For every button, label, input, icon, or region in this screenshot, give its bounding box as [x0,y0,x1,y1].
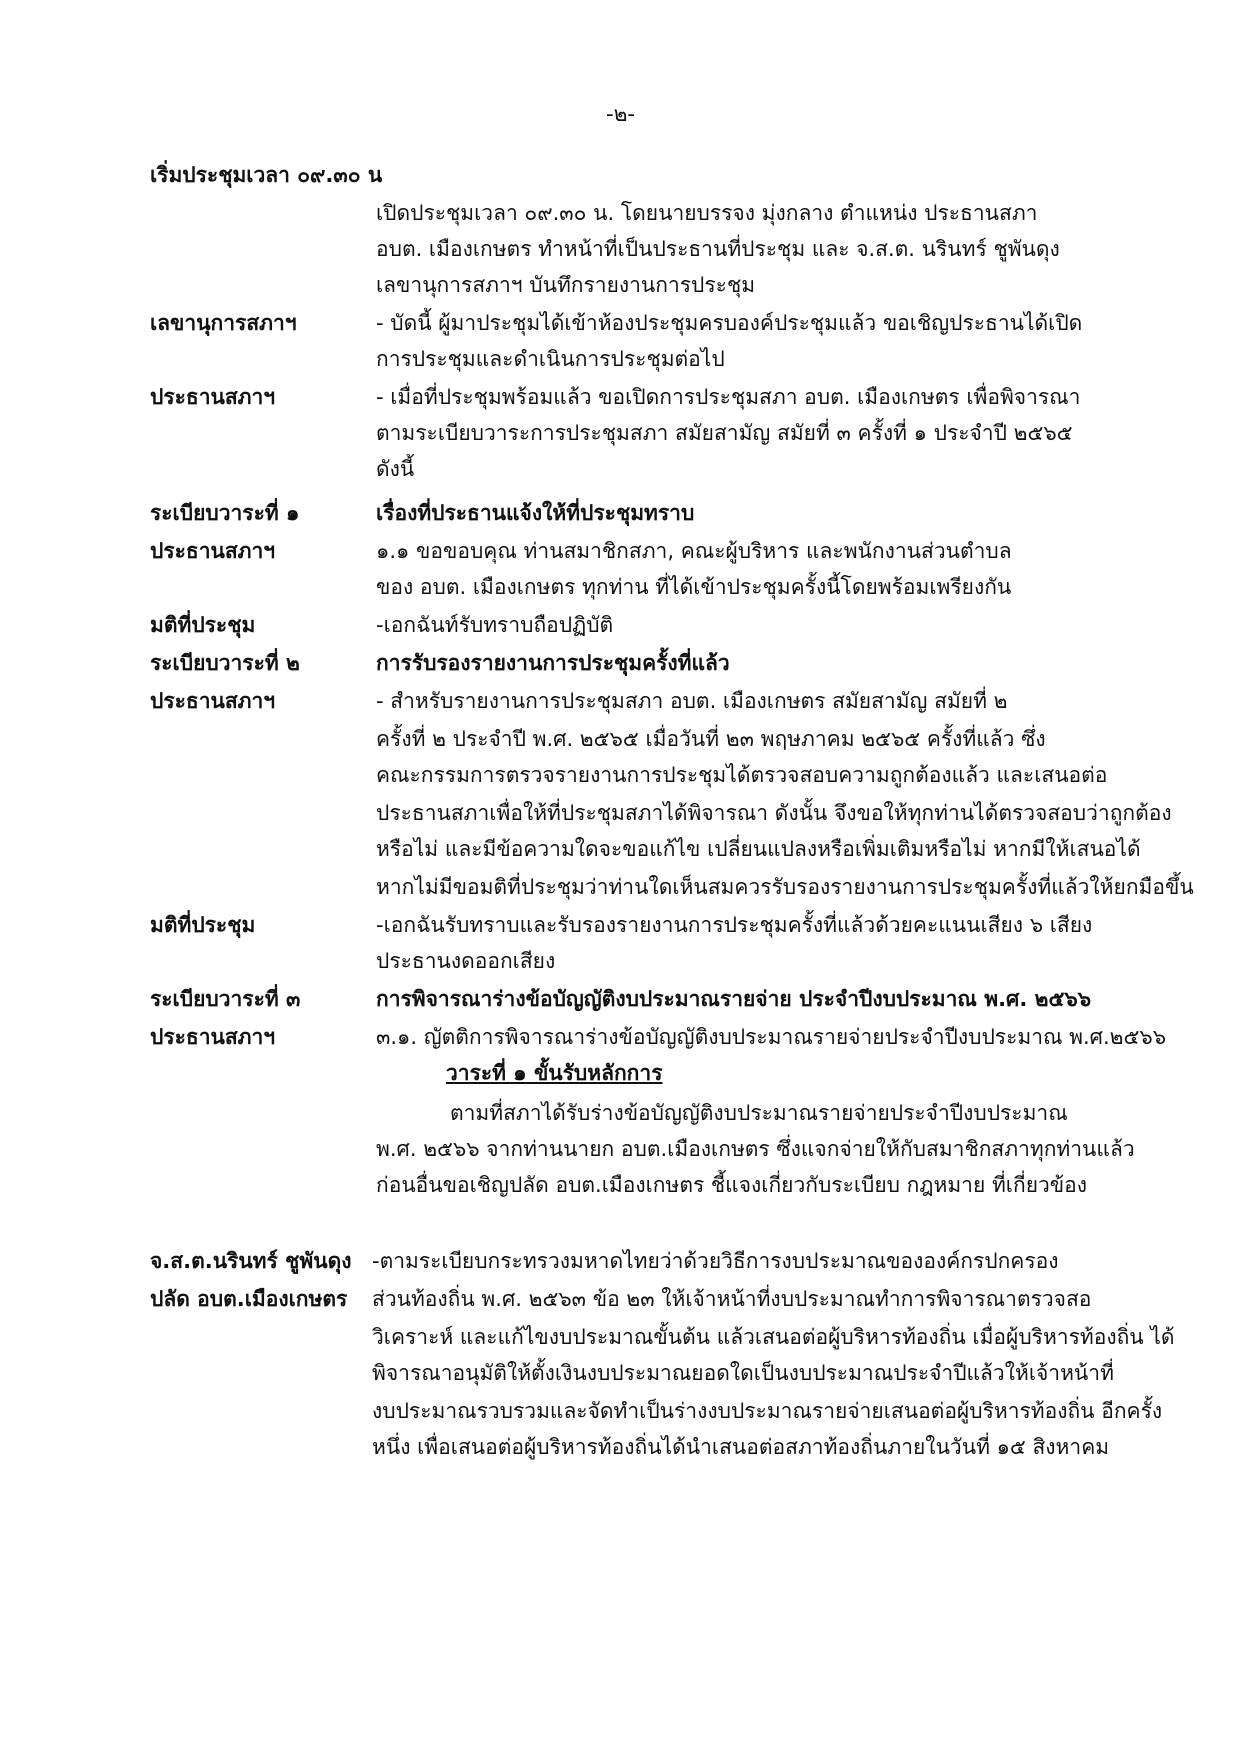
page-number: -๒- [606,102,635,126]
agenda-2-resolution-line: -เอกฉันรับทราบและรับรองรายงานการประชุมครั้งที่แล้วด้วยคะแนนเสียง ๖ เสียง [376,913,1093,937]
agenda-3-reading-heading: วาระที่ ๑ ขั้นรับหลักการ [446,1061,663,1085]
opening-line: อบต. เมืองเกษตร ทำหน้าที่เป็นประธานที่ประชุม และ จ.ส.ต. นรินทร์ ชูพันดุง [376,237,1060,261]
speaker-label-secretary: เลขานุการสภาฯ [150,311,297,335]
agenda-2-resolution-line: ประธานงดออกเสียง [376,949,556,973]
resolution-label: มติที่ประชุม [150,613,256,637]
opening-line: เปิดประชุมเวลา ๐๙.๓๐ น. โดยนายบรรจง มุ่งกลาง ตำแหน่ง ประธานสภา [376,201,1038,225]
agenda-2-label: ระเบียบวาระที่ ๒ [150,651,300,675]
clerk-statement-line: -ตามระเบียบกระทรวงมหาดไทยว่าด้วยวิธีการงบประมาณขององค์กรปกครอง [372,1249,1059,1273]
agenda-3-reading-line: ตามที่สภาได้รับร่างข้อบัญญัติงบประมาณรายจ่ายประจำปีงบประมาณ [450,1101,1068,1125]
agenda-3-title: การพิจารณาร่างข้อบัญญัติงบประมาณรายจ่าย ประจำปีงบประมาณ พ.ศ. ๒๕๖๖ [376,987,1092,1011]
chair-statement-line: ตามระเบียบวาระการประชุมสภา สมัยสามัญ สมัยที่ ๓ ครั้งที่ ๑ ประจำปี ๒๕๖๕ [376,421,1073,445]
secretary-statement-line: การประชุมและดำเนินการประชุมต่อไป [376,347,725,371]
agenda-3-label: ระเบียบวาระที่ ๓ [150,987,301,1011]
agenda-2-chair-line: หรือไม่ และมีข้อความใดจะขอแก้ไข เปลี่ยนแปลงหรือเพิ่มเติมหรือไม่ หากมีให้เสนอได้ [376,837,1141,861]
agenda-1-chair-line: ๑.๑ ขอขอบคุณ ท่านสมาชิกสภา, คณะผู้บริหาร และพนักงานส่วนตำบล [376,539,1012,563]
opening-line: เลขานุการสภาฯ บันทึกรายงานการประชุม [376,273,756,297]
agenda-2-title: การรับรองรายงานการประชุมครั้งที่แล้ว [376,651,730,675]
agenda-1-resolution: -เอกฉันท์รับทราบถือปฏิบัติ [376,613,614,637]
clerk-statement-line: ส่วนท้องถิ่น พ.ศ. ๒๕๖๓ ข้อ ๒๓ ให้เจ้าหน้าที่งบประมาณทำการพิจารณาตรวจสอ [372,1287,1092,1311]
speaker-label-chair: ประธานสภาฯ [150,689,276,713]
agenda-1-title: เรื่องที่ประธานแจ้งให้ที่ประชุมทราบ [376,501,695,525]
secretary-statement-line: - บัดนี้ ผู้มาประชุมได้เข้าห้องประชุมครบองค์ประชุมแล้ว ขอเชิญประธานได้เปิด [376,311,1083,335]
agenda-2-chair-line: หากไม่มีขอมติที่ประชุมว่าท่านใดเห็นสมควรรับรองรายงานการประชุมครั้งที่แล้วให้ยกมือขึ้น [376,875,1194,899]
clerk-statement-line: หนึ่ง เพื่อเสนอต่อผู้บริหารท้องถิ่นได้นำเสนอต่อสภาท้องถิ่นภายในวันที่ ๑๕ สิงหาคม [372,1435,1110,1459]
resolution-label: มติที่ประชุม [150,913,256,937]
speaker-label-chair: ประธานสภาฯ [150,1025,276,1049]
agenda-3-reading-line: ก่อนอื่นขอเชิญปลัด อบต.เมืองเกษตร ชี้แจงเกี่ยวกับระเบียบ กฎหมาย ที่เกี่ยวข้อง [376,1173,1088,1197]
speaker-label-chair: ประธานสภาฯ [150,539,276,563]
speaker-label-chair: ประธานสภาฯ [150,385,276,409]
agenda-2-chair-line: ประธานสภาเพื่อให้ที่ประชุมสภาได้พิจารณา ดังนั้น จึงขอให้ทุกท่านได้ตรวจสอบว่าถูกต้อง [376,801,1172,825]
agenda-3-motion: ๓.๑. ญัตติการพิจารณาร่างข้อบัญญัติงบประมาณรายจ่ายประจำปีงบประมาณ พ.ศ.๒๕๖๖ [376,1025,1167,1049]
agenda-1-label: ระเบียบวาระที่ ๑ [150,501,300,525]
clerk-statement-line: พิจารณาอนุมัติให้ตั้งเงินงบประมาณยอดใดเป็นงบประมาณประจำปีแล้วให้เจ้าหน้าที่ [372,1361,1114,1385]
speaker-name-clerk: จ.ส.ต.นรินทร์ ชูพันดุง [150,1249,352,1273]
clerk-statement-line: งบประมาณรวบรวมและจัดทำเป็นร่างงบประมาณรายจ่ายเสนอต่อผู้บริหารท้องถิ่น อีกครั้ง [372,1399,1163,1423]
agenda-3-reading-line: พ.ศ. ๒๕๖๖ จากท่านนายก อบต.เมืองเกษตร ซึ่งแจกจ่ายให้กับสมาชิกสภาทุกท่านแล้ว [376,1137,1135,1161]
meeting-start-time: เริ่มประชุมเวลา ๐๙.๓๐ น [150,163,383,187]
agenda-2-chair-line: - สำหรับรายงานการประชุมสภา อบต. เมืองเกษตร สมัยสามัญ สมัยที่ ๒ [376,689,1008,713]
agenda-2-chair-line: คณะกรรมการตรวจรายงานการประชุมได้ตรวจสอบความถูกต้องแล้ว และเสนอต่อ [376,763,1108,787]
clerk-statement-line: วิเคราะห์ และแก้ไขงบประมาณขั้นต้น แล้วเสนอต่อผู้บริหารท้องถิ่น เมื่อผู้บริหารท้องถิ่น ได้ [372,1325,1175,1349]
agenda-2-chair-line: ครั้งที่ ๒ ประจำปี พ.ศ. ๒๕๖๕ เมื่อวันที่ ๒๓ พฤษภาคม ๒๕๖๕ ครั้งที่แล้ว ซึ่ง [376,727,1046,751]
chair-statement-line: - เมื่อที่ประชุมพร้อมแล้ว ขอเปิดการประชุมสภา อบต. เมืองเกษตร เพื่อพิจารณา [376,385,1081,409]
agenda-1-chair-line: ของ อบต. เมืองเกษตร ทุกท่าน ที่ได้เข้าประชุมครั้งนี้โดยพร้อมเพรียงกัน [376,575,1012,599]
chair-statement-line: ดังนี้ [376,457,415,481]
speaker-position-clerk: ปลัด อบต.เมืองเกษตร [150,1287,348,1311]
